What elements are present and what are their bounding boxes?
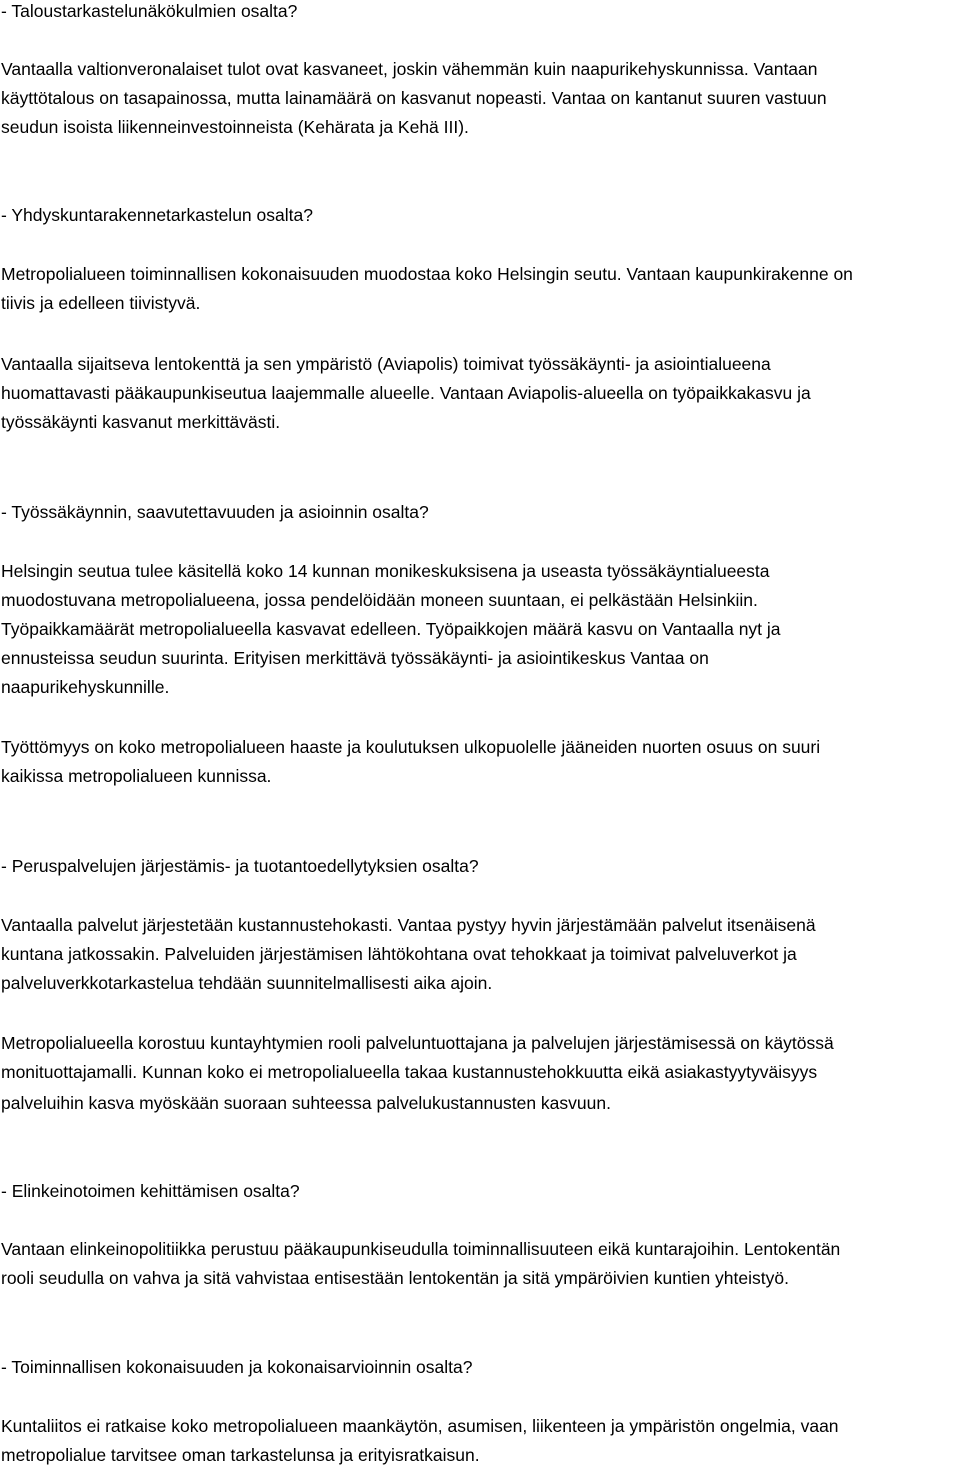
paragraph-line: naapurikehyskunnille. bbox=[1, 677, 170, 697]
paragraph-line: Vantaalla palvelut järjestetään kustannustehokasti. Vantaa pystyy hyvin järjestämään palvelut itsenäisenä bbox=[1, 915, 816, 935]
section-heading: - Yhdyskuntarakennetarkastelun osalta? bbox=[1, 205, 313, 225]
paragraph-line: Vantaan elinkeinopolitiikka perustuu pääkaupunkiseudulla toiminnallisuuteen eikä kuntarajoihin. Lentokentän bbox=[1, 1239, 841, 1259]
paragraph-line: kuntana jatkossakin. Palveluiden järjestämisen lähtökohtana ovat tehokkaat ja toimivat palveluverkot ja bbox=[1, 944, 797, 964]
paragraph-line: Kuntaliitos ei ratkaise koko metropolialueen maankäytön, asumisen, liikenteen ja ympäristön ongelmia, vaan bbox=[1, 1416, 839, 1436]
paragraph-line: Metropolialueella korostuu kuntayhtymien rooli palveluntuottajana ja palvelujen järjestämisessä on käytössä bbox=[1, 1033, 834, 1053]
paragraph-line: tiivis ja edelleen tiivistyvä. bbox=[1, 293, 201, 313]
paragraph-line: Helsingin seutua tulee käsitellä koko 14 kunnan monikeskuksisena ja useasta työssäkäyntialueesta bbox=[1, 561, 770, 581]
paragraph-line: Vantaalla sijaitseva lentokenttä ja sen ympäristö (Aviapolis) toimivat työssäkäynti- ja asiointialueena bbox=[1, 354, 771, 374]
paragraph-line: muodostuvana metropolialueena, jossa pendelöidään moneen suuntaan, ei pelkästään Helsinkiin. bbox=[1, 590, 758, 610]
section-heading: - Peruspalvelujen järjestämis- ja tuotantoedellytyksien osalta? bbox=[1, 856, 479, 876]
paragraph-line: käyttötalous on tasapainossa, mutta lainamäärä on kasvanut nopeasti. Vantaa on kantanut suuren vastuun bbox=[1, 88, 827, 108]
paragraph-line: metropolialue tarvitsee oman tarkastelunsa ja erityisratkaisun. bbox=[1, 1445, 480, 1465]
section-heading: - Työssäkäynnin, saavutettavuuden ja asioinnin osalta? bbox=[1, 502, 429, 522]
paragraph-line: seudun isoista liikenneinvestoinneista (Kehärata ja Kehä III). bbox=[1, 117, 469, 137]
paragraph-line: monituottajamalli. Kunnan koko ei metropolialueella takaa kustannustehokkuutta eikä asiakastyytyväisyys bbox=[1, 1062, 818, 1082]
paragraph-line: Työttömyys on koko metropolialueen haaste ja koulutuksen ulkopuolelle jääneiden nuorten osuus on suuri bbox=[1, 737, 821, 757]
paragraph-line: työssäkäynti kasvanut merkittävästi. bbox=[1, 412, 281, 432]
paragraph-line: Työpaikkamäärät metropolialueella kasvavat edelleen. Työpaikkojen määrä kasvu on Vantaalla nyt ja bbox=[1, 619, 781, 639]
paragraph-line: palveluihin kasva myöskään suoraan suhteessa palvelukustannusten kasvuun. bbox=[1, 1093, 611, 1113]
paragraph-line: palveluverkkotarkastelua tehdään suunnitelmallisesti aika ajoin. bbox=[1, 973, 493, 993]
section-heading: - Toiminnallisen kokonaisuuden ja kokonaisarvioinnin osalta? bbox=[1, 1357, 473, 1377]
section-heading: - Taloustarkastelunäkökulmien osalta? bbox=[1, 1, 298, 21]
paragraph-line: kaikissa metropolialueen kunnissa. bbox=[1, 766, 272, 786]
paragraph-line: Metropolialueen toiminnallisen kokonaisuuden muodostaa koko Helsingin seutu. Vantaan kaupunkirakenne on bbox=[1, 264, 853, 284]
paragraph-line: ennusteissa seudun suurinta. Erityisen merkittävä työssäkäynti- ja asiointikeskus Vantaa on bbox=[1, 648, 709, 668]
paragraph-line: Vantaalla valtionveronalaiset tulot ovat kasvaneet, joskin vähemmän kuin naapurikehyskunnissa. Vantaan bbox=[1, 59, 818, 79]
paragraph-line: rooli seudulla on vahva ja sitä vahvistaa entisestään lentokentän ja sitä ympäröivien kuntien yhteistyö. bbox=[1, 1268, 789, 1288]
paragraph-line: huomattavasti pääkaupunkiseutua laajemmalle alueelle. Vantaan Aviapolis-alueella on työpaikkakasvu ja bbox=[1, 383, 811, 403]
section-heading: - Elinkeinotoimen kehittämisen osalta? bbox=[1, 1181, 300, 1201]
